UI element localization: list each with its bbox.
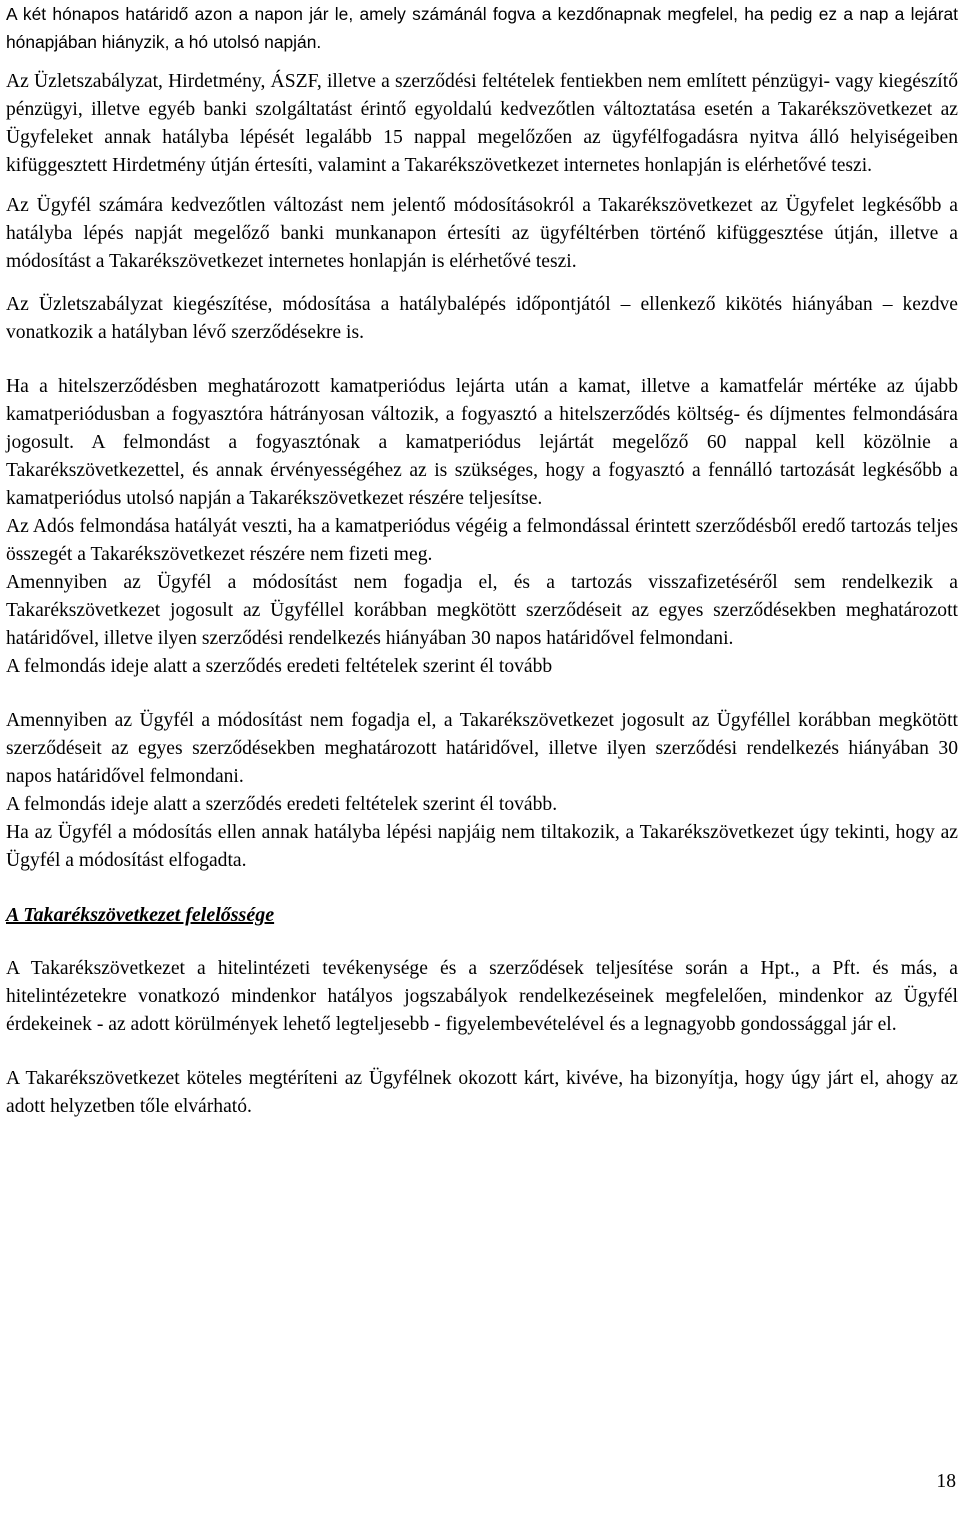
paragraph-amendment-scope: Az Üzletszabályzat kiegészítése, módosítása a hatálybalépés időpontjától – ellenkező kikötés hiányában – kezdve vonatkozik a hatályban lévő szerződésekre is. bbox=[6, 294, 958, 343]
paragraph-liability: A Takarékszövetkezet a hitelintézeti tevékenysége és a szerződések teljesítése során a Hpt., a Pft. és más, a hitelintézetekre vonatkozó mindenkor hatályos jogszabályok rendelkezéseinek megfelelően, mindenkor az Ügyfél érdekeinek - az adott körülmények lehető legteljesebb - figyelembevételével és a legnagyobb gondossággal jár el. bbox=[6, 958, 958, 1035]
document-page bbox=[6, 0, 958, 1121]
paragraph-acceptance: Ha az Ügyfél a módosítás ellen annak hatályba lépési napjáig nem tiltakozik, a Takarékszövetkezet úgy tekinti, hogy az Ügyfél a módosítást elfogadta. bbox=[6, 822, 958, 871]
paragraph-refusal-repayment: Amennyiben az Ügyfél a módosítást nem fogadja el, és a tartozás visszafizetéséről sem rendelkezik a Takarékszövetkezet jogosult az Ügyféllel korábban megkötött szerződéseit az egyes szerződésekben meghatározott határidővel, illetve ilyen szerződési rendelkezés hiányában 30 napos határidővel felmondani. bbox=[6, 572, 958, 649]
paragraph-interest-period: Ha a hitelszerződésben meghatározott kamatperiódus lejárta után a kamat, illetve a kamatfelár mértéke az újabb kamatperiódusban a fogyasztóra hátrányosan változik, a fogyasztó a hitelszerződés költség- és díjmentes felmondására jogosult. A felmondást a fogyasztónak a kamatperiódus lejártát megelőző 60 nappal kell közölnie a Takarékszövetkezettel, és annak érvényességéhez az is szükséges, hogy a fogyasztó a fennálló tartozását legkésőbb a kamatperiódus utolsó napján a Takarékszövetkezet részére teljesítse. bbox=[6, 376, 958, 509]
paragraph-non-unfavourable-change: Az Ügyfél számára kedvezőtlen változást nem jelentő módosításokról a Takarékszövetkezet az Ügyfelet legkésőbb a hatályba lépés napját megelőző banki munkanapon értesíti az ügyféltérben történő kifüggesztése útján, illetve a módosítást a Takarékszövetkezet internetes honlapján is elérhetővé teszi. bbox=[6, 195, 958, 272]
paragraph-unfavourable-change: Az Üzletszabályzat, Hirdetmény, ÁSZF, illetve a szerződési feltételek fentiekben nem említett pénzügyi- vagy kiegészítő pénzügyi, illetve egyéb banki szolgáltatást érintő egyoldalú kedvezőtlen változtatása esetén a Takarékszövetkezet az Ügyfeleket annak hatályba lépését legalább 15 nappal megelőzően az ügyfélfogadásra nyitva álló helyiségeiben kifüggesztett Hirdetmény útján értesíti, valamint a Takarékszövetkezet internetes honlapján is elérhetővé teszi. bbox=[6, 71, 958, 176]
paragraph-damages: A Takarékszövetkezet köteles megtéríteni az Ügyfélnek okozott kárt, kivéve, ha bizonyítja, hogy úgy járt el, ahogy az adott helyzetben tőle elvárható. bbox=[6, 1068, 958, 1117]
paragraph-termination-period-2: A felmondás ideje alatt a szerződés eredeti feltételek szerint él tovább. bbox=[6, 794, 558, 815]
section-heading: A Takarékszövetkezet felelőssége bbox=[6, 904, 275, 926]
paragraph-refusal: Amennyiben az Ügyfél a módosítást nem fogadja el, a Takarékszövetkezet jogosult az Ügyféllel korábban megkötött szerződéseit az egyes szerződésekben meghatározott határidővel, illetve ilyen szerződési rendelkezés hiányában 30 napos határidővel felmondani. bbox=[6, 710, 958, 787]
page-number: 18 bbox=[936, 1471, 956, 1492]
paragraph-termination-period: A felmondás ideje alatt a szerződés eredeti feltételek szerint él tovább bbox=[6, 656, 553, 677]
paragraph-debtor-termination: Az Adós felmondása hatályát veszti, ha a kamatperiódus végéig a felmondással érintett szerződésből eredő tartozás teljes összegét a Takarékszövetkezet részére nem fizeti meg. bbox=[6, 516, 958, 565]
paragraph-deadline: A két hónapos határidő azon a napon jár le, amely számánál fogva a kezdőnapnak megfelel, ha pedig ez a nap a lejárat hónapjában hiányzik, a hó utolsó napján. bbox=[6, 4, 958, 52]
